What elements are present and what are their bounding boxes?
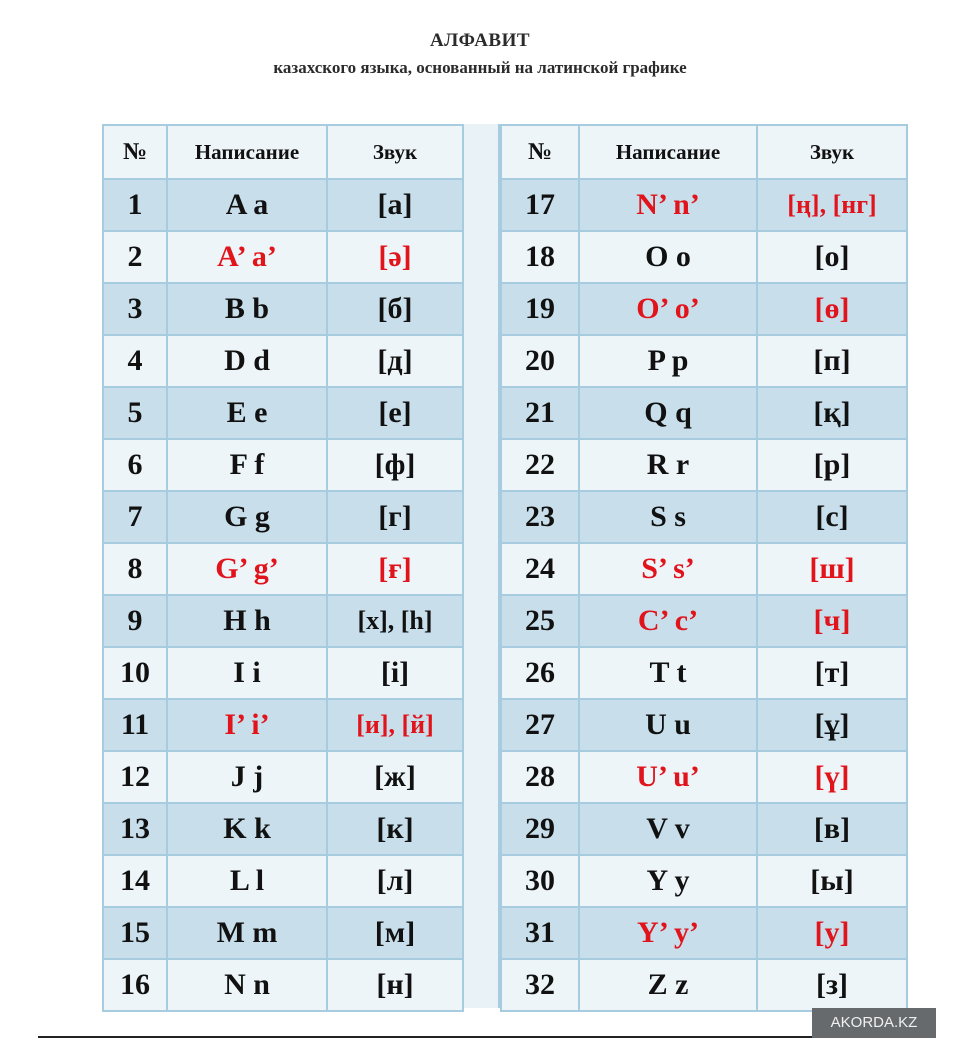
row-letter: L l — [167, 855, 327, 907]
row-letter: R r — [579, 439, 757, 491]
row-number: 10 — [103, 647, 167, 699]
row-number: 2 — [103, 231, 167, 283]
row-letter: A a — [167, 179, 327, 231]
row-sound: [к] — [327, 803, 463, 855]
row-sound: [ү] — [757, 751, 907, 803]
row-number: 6 — [103, 439, 167, 491]
row-letter: Q q — [579, 387, 757, 439]
table-body-right — [501, 179, 907, 1011]
row-number: 5 — [103, 387, 167, 439]
table-row — [501, 647, 907, 699]
row-sound: [м] — [327, 907, 463, 959]
row-sound: [қ] — [757, 387, 907, 439]
row-letter: K k — [167, 803, 327, 855]
row-letter: G’ g’ — [167, 543, 327, 595]
row-number: 15 — [103, 907, 167, 959]
row-number: 27 — [501, 699, 579, 751]
table-row — [501, 231, 907, 283]
table-row — [103, 647, 463, 699]
alphabet-table-left — [102, 124, 464, 1012]
table-row — [103, 959, 463, 1011]
row-sound: [х], [h] — [327, 595, 463, 647]
table-row — [501, 855, 907, 907]
table-row — [103, 283, 463, 335]
row-number: 3 — [103, 283, 167, 335]
row-sound: [ы] — [757, 855, 907, 907]
row-sound: [з] — [757, 959, 907, 1011]
row-letter: H h — [167, 595, 327, 647]
row-sound: [а] — [327, 179, 463, 231]
row-sound: [ш] — [757, 543, 907, 595]
row-number: 14 — [103, 855, 167, 907]
row-sound: [п] — [757, 335, 907, 387]
row-number: 9 — [103, 595, 167, 647]
row-number: 20 — [501, 335, 579, 387]
header-num: № — [103, 125, 167, 179]
row-letter: U’ u’ — [579, 751, 757, 803]
row-letter: Z z — [579, 959, 757, 1011]
row-letter: C’ c’ — [579, 595, 757, 647]
row-number: 19 — [501, 283, 579, 335]
table-row — [103, 491, 463, 543]
table-row — [501, 595, 907, 647]
table-row — [501, 751, 907, 803]
row-sound: [ж] — [327, 751, 463, 803]
row-number: 1 — [103, 179, 167, 231]
row-number: 30 — [501, 855, 579, 907]
row-sound: [с] — [757, 491, 907, 543]
row-sound: [ө] — [757, 283, 907, 335]
row-letter: A’ a’ — [167, 231, 327, 283]
row-number: 22 — [501, 439, 579, 491]
row-sound: [в] — [757, 803, 907, 855]
table-row — [103, 803, 463, 855]
row-letter: S’ s’ — [579, 543, 757, 595]
row-letter: Y’ y’ — [579, 907, 757, 959]
row-number: 17 — [501, 179, 579, 231]
row-sound: [у] — [757, 907, 907, 959]
row-sound: [ұ] — [757, 699, 907, 751]
header-letter: Написание — [579, 125, 757, 179]
row-number: 25 — [501, 595, 579, 647]
row-letter: S s — [579, 491, 757, 543]
table-row — [501, 179, 907, 231]
row-letter: F f — [167, 439, 327, 491]
row-letter: V v — [579, 803, 757, 855]
table-row — [501, 803, 907, 855]
row-number: 31 — [501, 907, 579, 959]
row-letter: U u — [579, 699, 757, 751]
row-number: 26 — [501, 647, 579, 699]
table-row — [501, 699, 907, 751]
row-number: 24 — [501, 543, 579, 595]
table-header-row — [103, 125, 463, 179]
row-letter: N n — [167, 959, 327, 1011]
table-row — [103, 855, 463, 907]
row-number: 16 — [103, 959, 167, 1011]
header-num: № — [501, 125, 579, 179]
row-sound: [и], [й] — [327, 699, 463, 751]
column-divider — [460, 124, 500, 1008]
row-number: 4 — [103, 335, 167, 387]
table-row — [501, 907, 907, 959]
row-sound: [е] — [327, 387, 463, 439]
row-sound: [г] — [327, 491, 463, 543]
table-row — [103, 179, 463, 231]
header-sound: Звук — [327, 125, 463, 179]
watermark-label: AKORDA.KZ — [812, 1008, 936, 1038]
row-number: 23 — [501, 491, 579, 543]
row-letter: Y y — [579, 855, 757, 907]
row-number: 28 — [501, 751, 579, 803]
header-letter: Написание — [167, 125, 327, 179]
row-letter: J j — [167, 751, 327, 803]
row-sound: [л] — [327, 855, 463, 907]
row-sound: [н] — [327, 959, 463, 1011]
row-letter: D d — [167, 335, 327, 387]
table-row — [103, 751, 463, 803]
row-number: 12 — [103, 751, 167, 803]
row-sound: [ч] — [757, 595, 907, 647]
table-row — [501, 543, 907, 595]
row-letter: O o — [579, 231, 757, 283]
table-row — [103, 543, 463, 595]
row-letter: O’ o’ — [579, 283, 757, 335]
table-row — [501, 959, 907, 1011]
table-row — [103, 335, 463, 387]
row-sound: [о] — [757, 231, 907, 283]
row-letter: M m — [167, 907, 327, 959]
table-header-row — [501, 125, 907, 179]
row-sound: [д] — [327, 335, 463, 387]
table-row — [103, 595, 463, 647]
row-letter: E e — [167, 387, 327, 439]
row-letter: T t — [579, 647, 757, 699]
alphabet-table-right — [500, 124, 908, 1012]
table-row — [501, 335, 907, 387]
row-number: 7 — [103, 491, 167, 543]
row-sound: [ф] — [327, 439, 463, 491]
row-sound: [ә] — [327, 231, 463, 283]
table-row — [501, 283, 907, 335]
table-row — [103, 439, 463, 491]
header-sound: Звук — [757, 125, 907, 179]
row-sound: [р] — [757, 439, 907, 491]
row-sound: [ғ] — [327, 543, 463, 595]
bottom-rule — [38, 1036, 928, 1038]
table-row — [103, 387, 463, 439]
row-number: 13 — [103, 803, 167, 855]
table-row — [103, 231, 463, 283]
row-number: 29 — [501, 803, 579, 855]
row-sound: [б] — [327, 283, 463, 335]
row-number: 32 — [501, 959, 579, 1011]
table-body-left — [103, 179, 463, 1011]
row-number: 21 — [501, 387, 579, 439]
table-row — [501, 387, 907, 439]
row-letter: P p — [579, 335, 757, 387]
row-letter: I i — [167, 647, 327, 699]
row-number: 11 — [103, 699, 167, 751]
row-letter: I’ i’ — [167, 699, 327, 751]
table-row — [501, 439, 907, 491]
table-row — [501, 491, 907, 543]
row-sound: [т] — [757, 647, 907, 699]
page-subtitle: казахского языка, основанный на латинской графике — [273, 58, 687, 77]
row-letter: B b — [167, 283, 327, 335]
row-sound: [ң], [нг] — [757, 179, 907, 231]
row-number: 18 — [501, 231, 579, 283]
row-letter: N’ n’ — [579, 179, 757, 231]
row-number: 8 — [103, 543, 167, 595]
table-row — [103, 907, 463, 959]
row-sound: [і] — [327, 647, 463, 699]
page-title: АЛФАВИТ — [429, 30, 531, 51]
table-row — [103, 699, 463, 751]
row-letter: G g — [167, 491, 327, 543]
